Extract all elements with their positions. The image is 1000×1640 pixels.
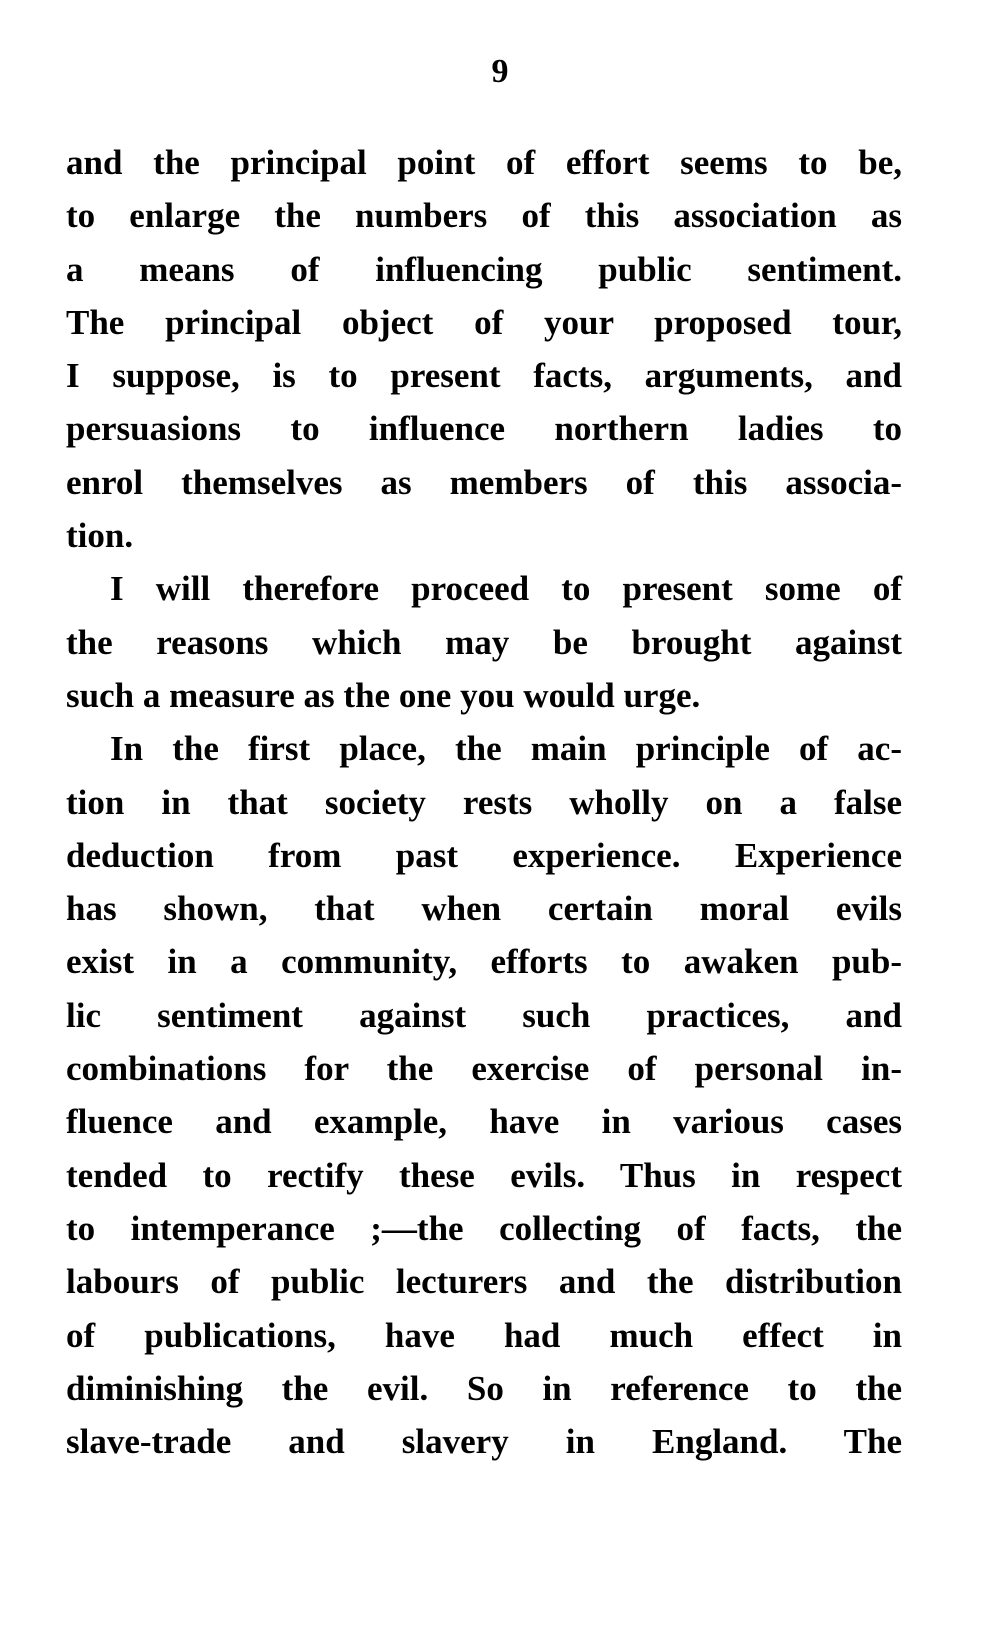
text-line: combinations for the exercise of personal in- [66,1049,902,1089]
text-line: enrol themselves as members of this associa- [66,462,902,502]
text-line: exist in a community, efforts to awaken pub- [66,942,902,982]
text-line: tion in that society rests wholly on a false [66,782,902,822]
text-line: a means of influencing public sentiment. [66,249,902,289]
text-line: to enlarge the numbers of this association as [66,196,902,236]
text-line: persuasions to influence northern ladies to [66,409,902,449]
text-line: diminishing the evil. So in reference to the [66,1368,902,1408]
text-line: The principal object of your proposed tour, [66,302,902,342]
paragraph-first-line: I will therefore proceed to present some of [110,569,902,609]
text-line: deduction from past experience. Experience [66,835,902,875]
text-line: of publications, have had much effect in [66,1315,902,1355]
text-line: labours of public lecturers and the distribution [66,1262,902,1302]
text-line: the reasons which may be brought against [66,622,902,662]
paragraph-first-line: In the first place, the main principle of ac- [110,729,902,769]
text-line: I suppose, is to present facts, arguments, and [66,356,902,396]
body-text [66,136,902,1468]
text-line: fluence and example, have in various cases [66,1102,902,1142]
text-line: such a measure as the one you would urge. [66,675,701,715]
text-line: tended to rectify these evils. Thus in respect [66,1155,902,1195]
text-line: and the principal point of effort seems to be, [66,143,902,182]
text-line: slave-trade and slavery in England. The [66,1422,902,1462]
text-line: lic sentiment against such practices, and [66,995,902,1035]
text-line: has shown, that when certain moral evils [66,889,902,929]
page-number: 9 [491,53,509,90]
text-line: tion. [66,516,134,556]
text-line: to intemperance ;—the collecting of facts, the [66,1208,902,1248]
